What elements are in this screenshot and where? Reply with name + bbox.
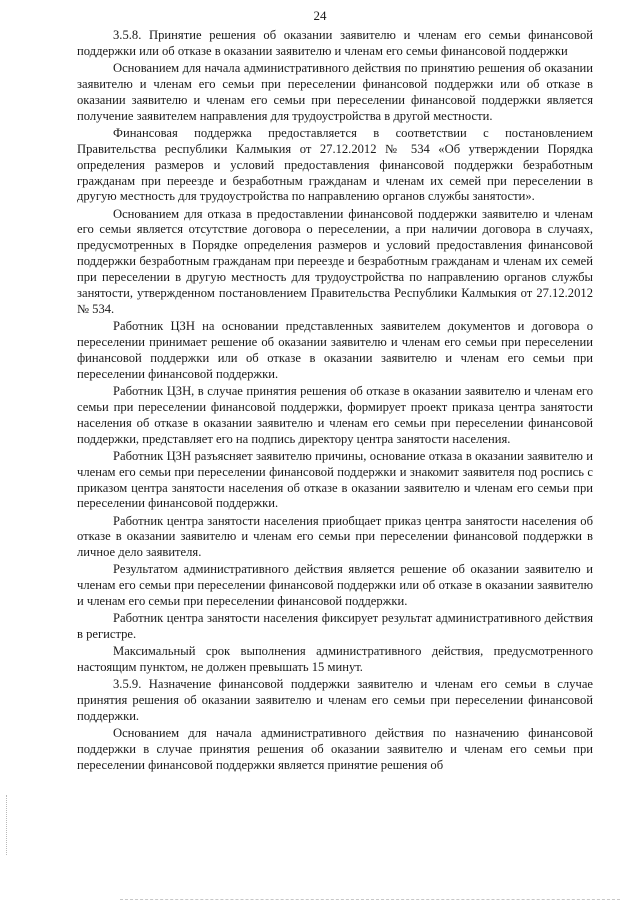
paragraph: Основанием для начала административного действия по назначению финансовой поддержки в случае принятия решения об оказании заявителю и членам его семьи при переселении финансовой поддержки является принятие решения об bbox=[77, 726, 593, 773]
section-heading-3-5-8: 3.5.8. Принятие решения об оказании заявителю и членам его семьи финансовой поддержки или об отказе в оказании заявителю и членам его семьи финансовой поддержки bbox=[77, 28, 593, 58]
paragraph: Основанием для отказа в предоставлении финансовой поддержки заявителю и членам его семьи является отсутствие договора о переселении, а при наличии договора в случаях, предусмотренных в Порядке определения размеров и условий предоставления финансовой поддержки безработным гражданам при переезде и безработным гражданам и членам их семей при переселении в другую местность для трудоустройства по направлению органов службы занятости, утвержденном постановлением Правительства Республики Калмыкия от 27.12.2012 № 534. bbox=[77, 206, 593, 316]
page-number: 24 bbox=[313, 8, 327, 23]
paragraph: Работник ЦЗН, в случае принятия решения об отказе в оказании заявителю и членам его семьи при переселении финансовой поддержки, формирует проект приказа центра занятости населения об отказе в оказании заявителю и членам его семьи при переселении финансовой поддержки, представляет его на подпись директору центра занятости населения. bbox=[77, 383, 593, 446]
scan-bottom-edge bbox=[120, 899, 620, 900]
scan-margin-mark bbox=[6, 795, 9, 855]
paragraph: Финансовая поддержка предоставляется в соответствии с постановлением Правительства республики Калмыкия от 27.12.2012 № 534 «Об утверждении Порядка определения размеров и условий предоставления финансовой поддержки безработным гражданам при переезде и безработным гражданам и членам их семей при переселении в другую местность для трудоустройства по направлению органов службы занятости». bbox=[77, 125, 593, 204]
paragraph: Основанием для начала административного действия по принятию решения об оказании заявителю и членам его семьи при переселении финансовой поддержки или об отказе в оказании заявителю и членам его семьи при переселении финансовой поддержки является получение заявителем направления для трудоустройства в другой местности. bbox=[77, 61, 593, 123]
paragraph: Работник центра занятости населения фиксирует результат административного действия в регистре. bbox=[77, 611, 593, 642]
document-body bbox=[77, 28, 593, 775]
paragraph: Работник центра занятости населения приобщает приказ центра занятости населения об отказе в оказании заявителю и членам его семьи при переселении финансовой поддержки в личное дело заявителя. bbox=[77, 513, 593, 560]
paragraph: Максимальный срок выполнения административного действия, предусмотренного настоящим пунктом, не должен превышать 15 минут. bbox=[77, 644, 593, 675]
section-heading-3-5-9: 3.5.9. Назначение финансовой поддержки заявителю и членам его семьи в случае принятия решения об оказании заявителю и членам его семьи при переселении финансовой поддержки. bbox=[77, 677, 593, 724]
paragraph: Результатом административного действия является решение об оказании заявителю и членам его семьи при переселении финансовой поддержки или об отказе в оказании заявителю и членам его семьи при переселении финансовой поддержки. bbox=[77, 562, 593, 609]
paragraph: Работник ЦЗН разъясняет заявителю причины, основание отказа в оказании заявителю и членам его семьи при переселении финансовой поддержки и знакомит заявителя под роспись с приказом центра занятости населения об отказе в оказании заявителю и членам его семьи при переселении финансовой поддержки. bbox=[77, 448, 593, 511]
paragraph: Работник ЦЗН на основании представленных заявителем документов и договора о переселении принимает решение об оказании заявителю и членам его семьи при переселении финансовой поддержки или об отказе в оказании заявителю и членам его семьи при переселении финансовой поддержки. bbox=[77, 319, 593, 381]
